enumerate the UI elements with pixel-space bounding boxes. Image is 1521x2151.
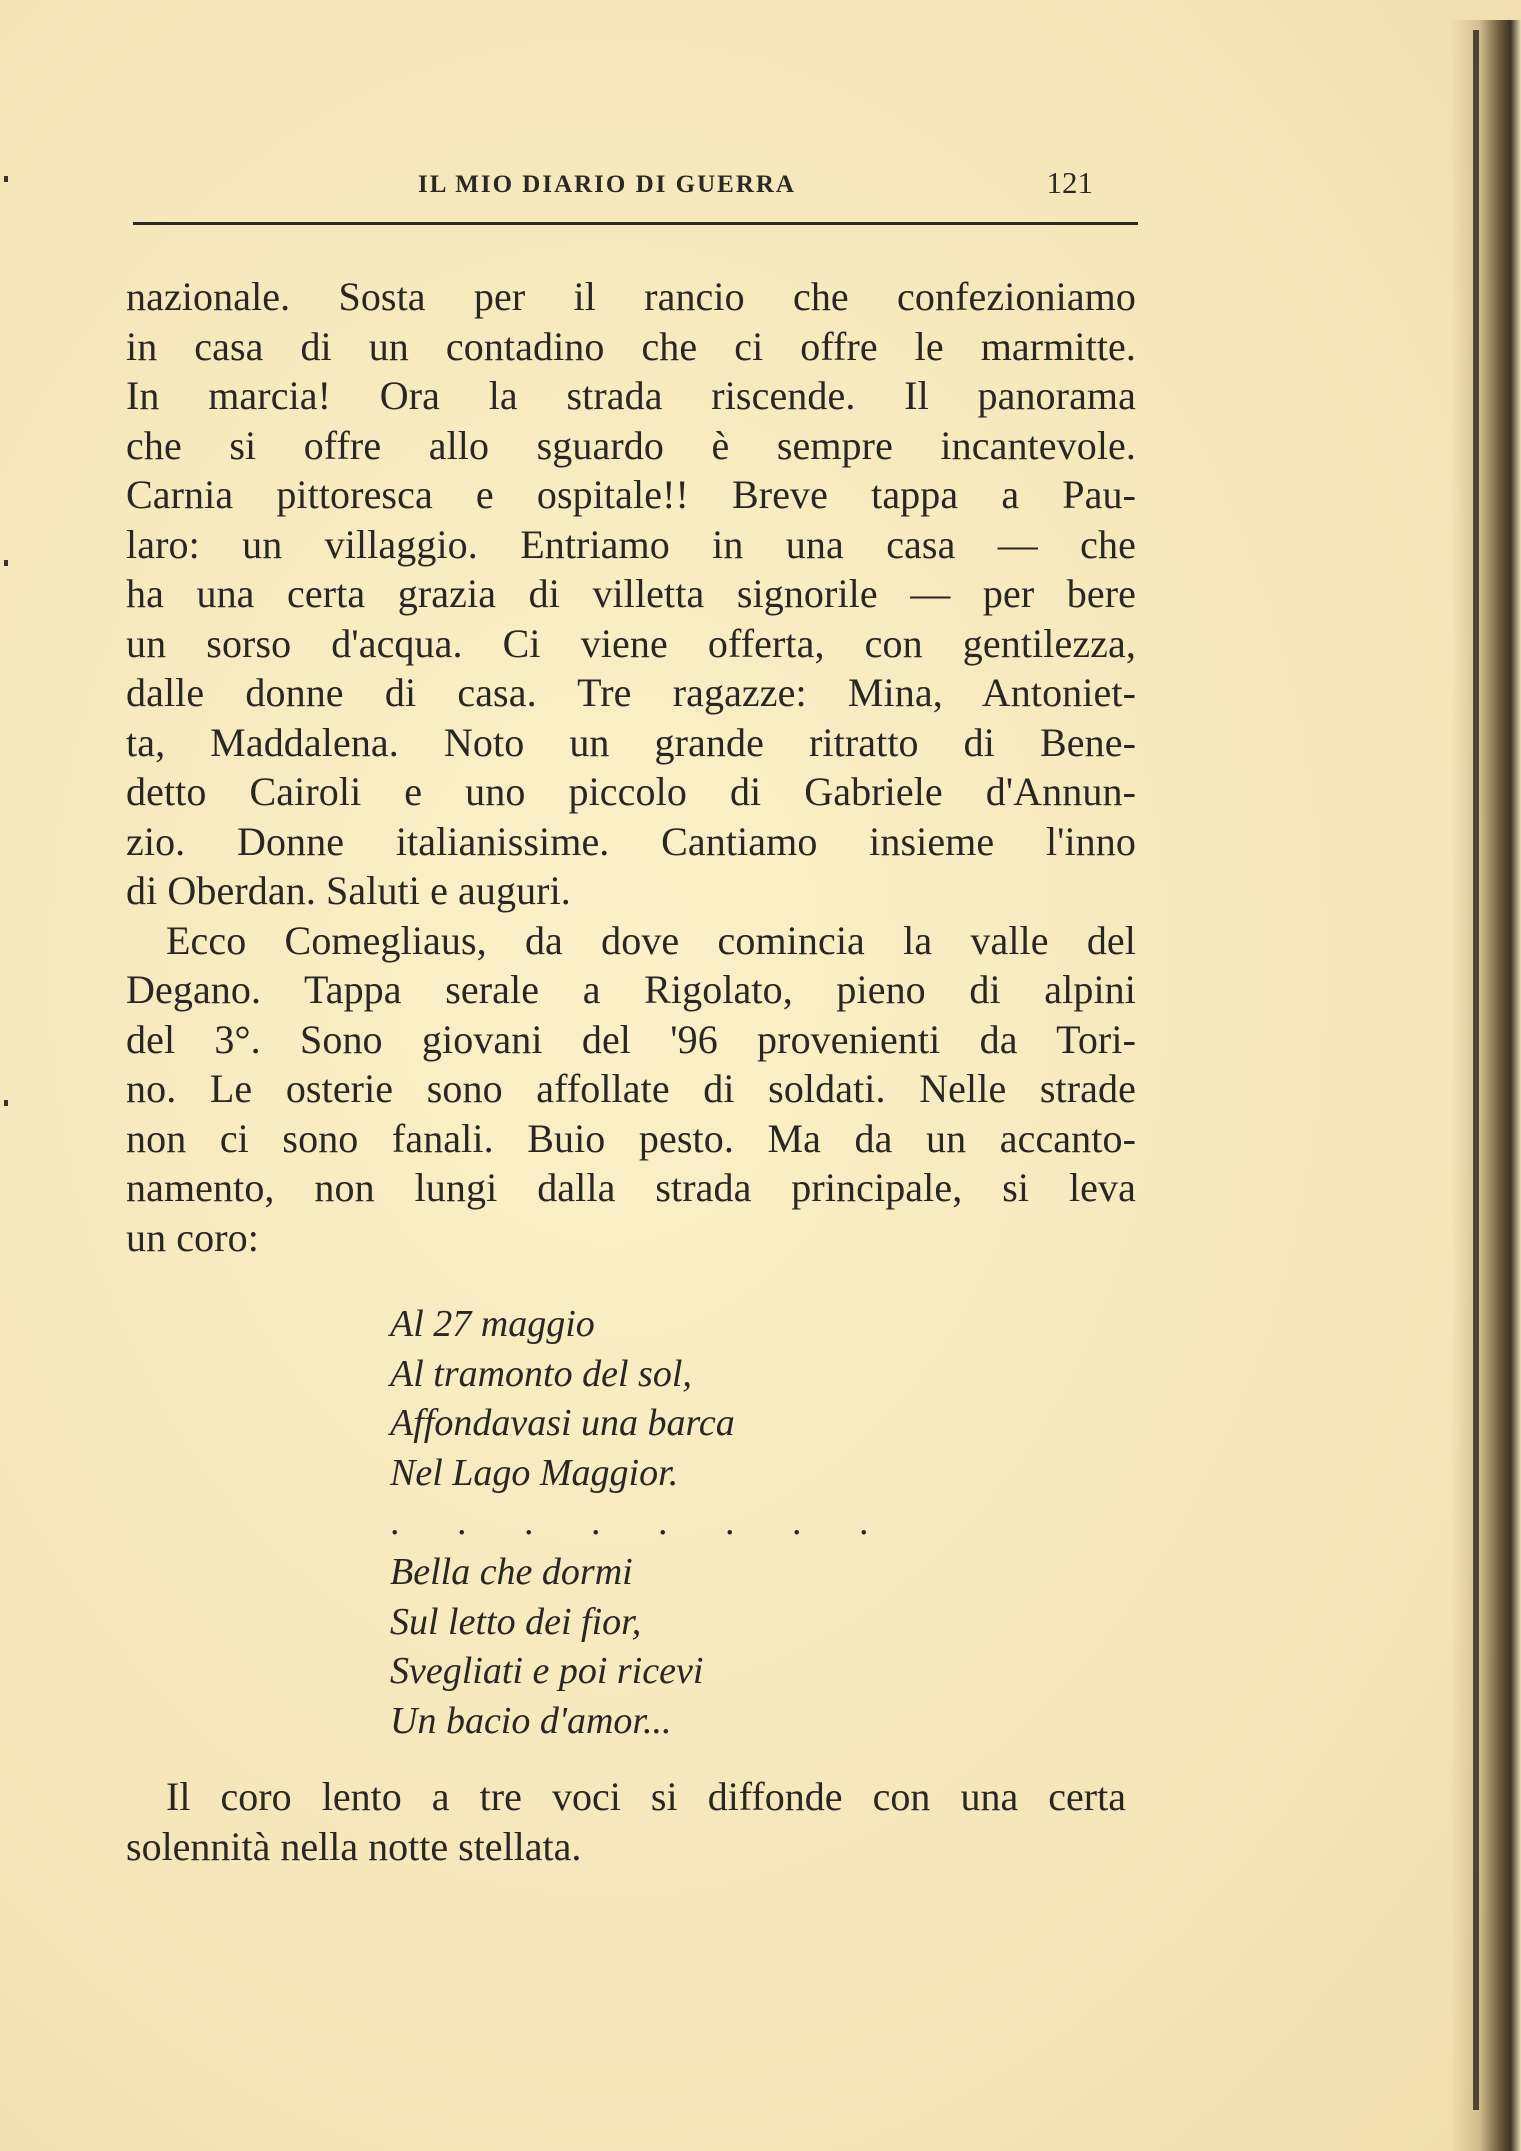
- text-line: che si offre allo sguardo è sempre incantevole.: [126, 422, 1136, 468]
- verse-line: Al tramonto del sol,: [390, 1352, 692, 1395]
- text-line: non ci sono fanali. Buio pesto. Ma da un accanto-: [126, 1115, 1136, 1161]
- verse-line: Un bacio d'amor...: [390, 1699, 672, 1742]
- song-verse: [390, 1300, 893, 1746]
- text-line: no. Le osterie sono affollate di soldati. Nelle strade: [126, 1066, 1136, 1111]
- text-line: ha una certa grazia di villetta signorile — per bere: [126, 571, 1136, 616]
- verse-ellipsis: . . . . . . . .: [390, 1501, 893, 1544]
- text-line: in casa di un contadino che ci offre le marmitte.: [126, 323, 1136, 369]
- text-line: namento, non lungi dalla strada principale, si leva: [126, 1165, 1136, 1210]
- header-rule: [133, 222, 1138, 225]
- text-line: dalle donne di casa. Tre ragazze: Mina, Antoniet-: [126, 670, 1136, 715]
- page-number: 121: [1046, 165, 1093, 200]
- text-line: detto Cairoli e uno piccolo di Gabriele d'Annun-: [126, 769, 1136, 814]
- text-line: Ecco Comegliaus, da dove comincia la valle del: [166, 917, 1136, 963]
- verse-line: Bella che dormi: [390, 1550, 633, 1593]
- running-title: IL MIO DIARIO DI GUERRA: [418, 171, 796, 198]
- text-line: di Oberdan. Saluti e auguri.: [126, 868, 571, 913]
- closing-paragraph: [126, 1772, 1126, 1871]
- text-line: ta, Maddalena. Noto un grande ritratto di Bene-: [126, 719, 1136, 765]
- text-line: Carnia pittoresca e ospitale!! Breve tappa a Pau-: [126, 472, 1136, 517]
- verse-line: Sul letto dei fior,: [390, 1600, 642, 1643]
- text-line: nazionale. Sosta per il rancio che confezioniamo: [126, 274, 1136, 319]
- verse-line: Svegliati e poi ricevi: [390, 1650, 704, 1693]
- margin-speck: [4, 176, 8, 182]
- text-line: del 3°. Sono giovani del '96 provenienti da Tori-: [126, 1016, 1136, 1062]
- text-line: laro: un villaggio. Entriamo in una casa — che: [126, 521, 1136, 567]
- body-text: [126, 272, 1136, 1262]
- margin-speck: [4, 1100, 8, 1106]
- verse-line: Al 27 maggio: [390, 1303, 595, 1345]
- text-line: Degano. Tappa serale a Rigolato, pieno di alpini: [126, 967, 1136, 1012]
- page-header: [133, 165, 1138, 225]
- text-line: Il coro lento a tre voci si diffonde con una certa: [166, 1774, 1126, 1819]
- text-line: un coro:: [126, 1214, 259, 1260]
- verse-line: Nel Lago Maggior.: [390, 1451, 679, 1494]
- text-line: solennità nella notte stellata.: [126, 1823, 582, 1869]
- page-binding-edge: [1473, 30, 1479, 2110]
- text-line: zio. Donne italianissime. Cantiamo insieme l'inno: [126, 818, 1136, 864]
- page-spine-shadow: [1451, 20, 1521, 2151]
- text-line: In marcia! Ora la strada riscende. Il panorama: [126, 373, 1136, 418]
- text-line: un sorso d'acqua. Ci viene offerta, con gentilezza,: [126, 620, 1136, 666]
- margin-speck: [4, 560, 8, 566]
- verse-line: Affondavasi una barca: [390, 1402, 735, 1445]
